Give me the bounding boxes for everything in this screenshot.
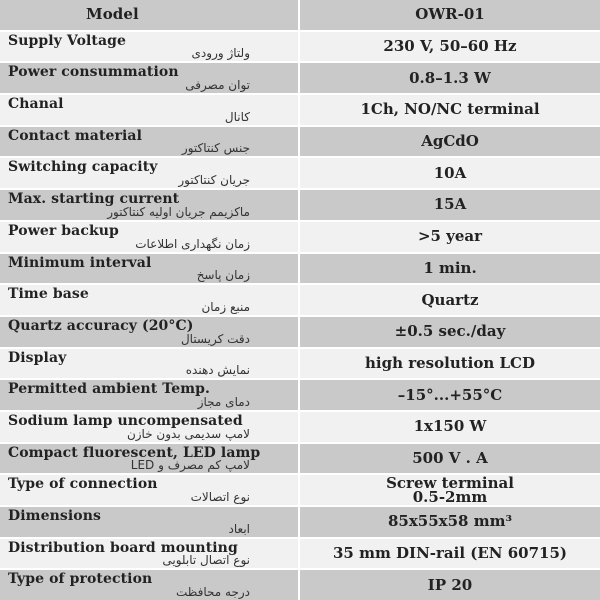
spec-value-cell xyxy=(300,570,600,600)
spec-row xyxy=(0,570,600,600)
spec-value-cell xyxy=(300,95,600,125)
spec-row xyxy=(0,507,600,539)
spec-label-fa: لامپ کم مصرف و LED xyxy=(130,458,250,473)
spec-label-en: Time base xyxy=(8,286,89,303)
spec-value: 1 min. xyxy=(423,258,477,277)
spec-label-fa: جنس کنتاکتور xyxy=(181,141,250,156)
spec-label-cell xyxy=(0,475,300,505)
spec-label-cell xyxy=(0,222,300,252)
spec-value-cell xyxy=(300,475,600,505)
spec-label-fa: زمان نگهداری اطلاعات xyxy=(135,236,250,251)
spec-label-cell xyxy=(0,507,300,537)
spec-label-en: Dimensions xyxy=(8,508,101,524)
spec-value-cell xyxy=(300,285,600,315)
spec-value: 230 V, 50–60 Hz xyxy=(383,37,517,56)
spec-value-cell xyxy=(300,444,600,474)
spec-label-en: Compact fluorescent, LED lamp xyxy=(8,444,261,461)
spec-value-cell xyxy=(300,63,600,93)
spec-label-cell xyxy=(0,349,300,379)
spec-row xyxy=(0,412,600,444)
spec-value: 0.8–1.3 W xyxy=(409,68,491,87)
spec-value-cell xyxy=(300,254,600,284)
spec-value-cell xyxy=(300,127,600,157)
spec-value-cell xyxy=(300,158,600,188)
spec-row xyxy=(0,349,600,381)
spec-label-fa: نمایش دهنده xyxy=(185,363,250,378)
spec-row xyxy=(0,158,600,190)
spec-label-en: Switching capacity xyxy=(8,159,158,176)
spec-row xyxy=(0,285,600,317)
spec-row xyxy=(0,444,600,476)
spec-label-fa: ماکزیمم جریان اولیه کنتاکتور xyxy=(107,204,250,219)
spec-label-fa: نوع اتصالات xyxy=(190,490,250,504)
header-value-cell xyxy=(300,0,600,30)
spec-label-en: Power consummation xyxy=(8,64,179,81)
spec-label-cell xyxy=(0,317,300,347)
spec-label-fa: جریان کنتاکتور xyxy=(178,173,250,188)
spec-row xyxy=(0,380,600,412)
spec-label-en: Max. starting current xyxy=(8,191,180,208)
spec-row xyxy=(0,95,600,127)
spec-label-en: Type of connection xyxy=(8,476,158,493)
spec-value: 10A xyxy=(433,163,467,182)
spec-label-fa: کانال xyxy=(224,109,250,124)
spec-label-fa: دمای مجاز xyxy=(197,394,250,409)
spec-value: ±0.5 sec./day xyxy=(394,322,506,341)
spec-label-en: Distribution board mounting xyxy=(8,539,238,556)
spec-label-en: Type of protection xyxy=(8,571,153,588)
spec-value-cell xyxy=(300,190,600,220)
spec-label-fa: لامپ سدیمی بدون خازن xyxy=(126,426,250,441)
spec-row xyxy=(0,32,600,64)
header-label-cell xyxy=(0,0,300,30)
spec-label-cell xyxy=(0,570,300,600)
spec-value: IP 20 xyxy=(427,575,473,594)
spec-value-cell xyxy=(300,317,600,347)
spec-label-cell xyxy=(0,254,300,284)
spec-label-fa: زمان پاسخ xyxy=(196,268,250,283)
spec-value-cell xyxy=(300,349,600,379)
spec-label-cell xyxy=(0,95,300,125)
spec-label-en: Supply Voltage xyxy=(8,32,127,49)
spec-value: 1Ch, NO/NC terminal xyxy=(360,100,540,119)
spec-value: AgCdO xyxy=(421,132,479,151)
spec-value-cell xyxy=(300,539,600,569)
spec-label-en: Sodium lamp uncompensated xyxy=(8,412,243,429)
spec-label-fa: توان مصرفی xyxy=(185,78,250,93)
spec-label-fa: ولتاژ ورودی xyxy=(191,46,250,61)
spec-label-cell xyxy=(0,32,300,62)
spec-value: high resolution LCD xyxy=(365,353,535,372)
spec-value-cell xyxy=(300,32,600,62)
spec-label-en: Minimum interval xyxy=(8,254,152,271)
spec-value-cell xyxy=(300,380,600,410)
spec-label-fa: درجه محافظت xyxy=(176,585,250,600)
spec-row xyxy=(0,222,600,254)
spec-label-cell xyxy=(0,63,300,93)
header-label: Model xyxy=(86,5,139,23)
spec-value: 35 mm DIN-rail (EN 60715) xyxy=(332,544,567,563)
spec-label-en: Power backup xyxy=(8,222,119,239)
spec-row xyxy=(0,254,600,286)
table-header-row xyxy=(0,0,600,32)
spec-label-cell xyxy=(0,380,300,410)
spec-value: 1x150 W xyxy=(413,417,487,436)
spec-value: 500 V . A xyxy=(412,448,488,467)
spec-row xyxy=(0,127,600,159)
spec-value: Screw terminal xyxy=(386,474,514,493)
spec-label-en: Quartz accuracy (20°C) xyxy=(8,317,194,334)
spec-label-cell xyxy=(0,127,300,157)
spec-value: –15°...+55°C xyxy=(397,385,503,404)
spec-value-cell xyxy=(300,507,600,537)
spec-value: 85x55x58 mm³ xyxy=(387,512,513,531)
spec-label-cell xyxy=(0,285,300,315)
spec-label-en: Contact material xyxy=(8,127,143,144)
spec-row xyxy=(0,190,600,222)
model-value: OWR-01 xyxy=(415,5,485,24)
spec-value: Quartz xyxy=(421,290,479,309)
spec-label-cell xyxy=(0,444,300,474)
spec-label-en: Display xyxy=(8,349,67,366)
spec-row xyxy=(0,63,600,95)
spec-label-fa: دقت کریستال xyxy=(180,331,250,346)
spec-label-cell xyxy=(0,412,300,442)
spec-value-secondary: 0.5-2mm xyxy=(412,488,488,507)
spec-row xyxy=(0,317,600,349)
spec-row xyxy=(0,475,600,507)
spec-label-cell xyxy=(0,539,300,569)
spec-value-cell xyxy=(300,412,600,442)
spec-label-fa: نوع اتصال تابلویی xyxy=(162,553,250,568)
spec-label-fa: منبع زمان xyxy=(201,299,250,314)
spec-value-cell xyxy=(300,222,600,252)
spec-value: 15A xyxy=(433,195,467,214)
spec-label-en: Chanal xyxy=(8,96,64,113)
spec-label-cell xyxy=(0,158,300,188)
spec-row xyxy=(0,539,600,571)
spec-label-cell xyxy=(0,190,300,220)
spec-label-en: Permitted ambient Temp. xyxy=(8,381,210,398)
spec-label-fa: ابعاد xyxy=(228,521,250,536)
spec-value: >5 year xyxy=(417,227,483,246)
